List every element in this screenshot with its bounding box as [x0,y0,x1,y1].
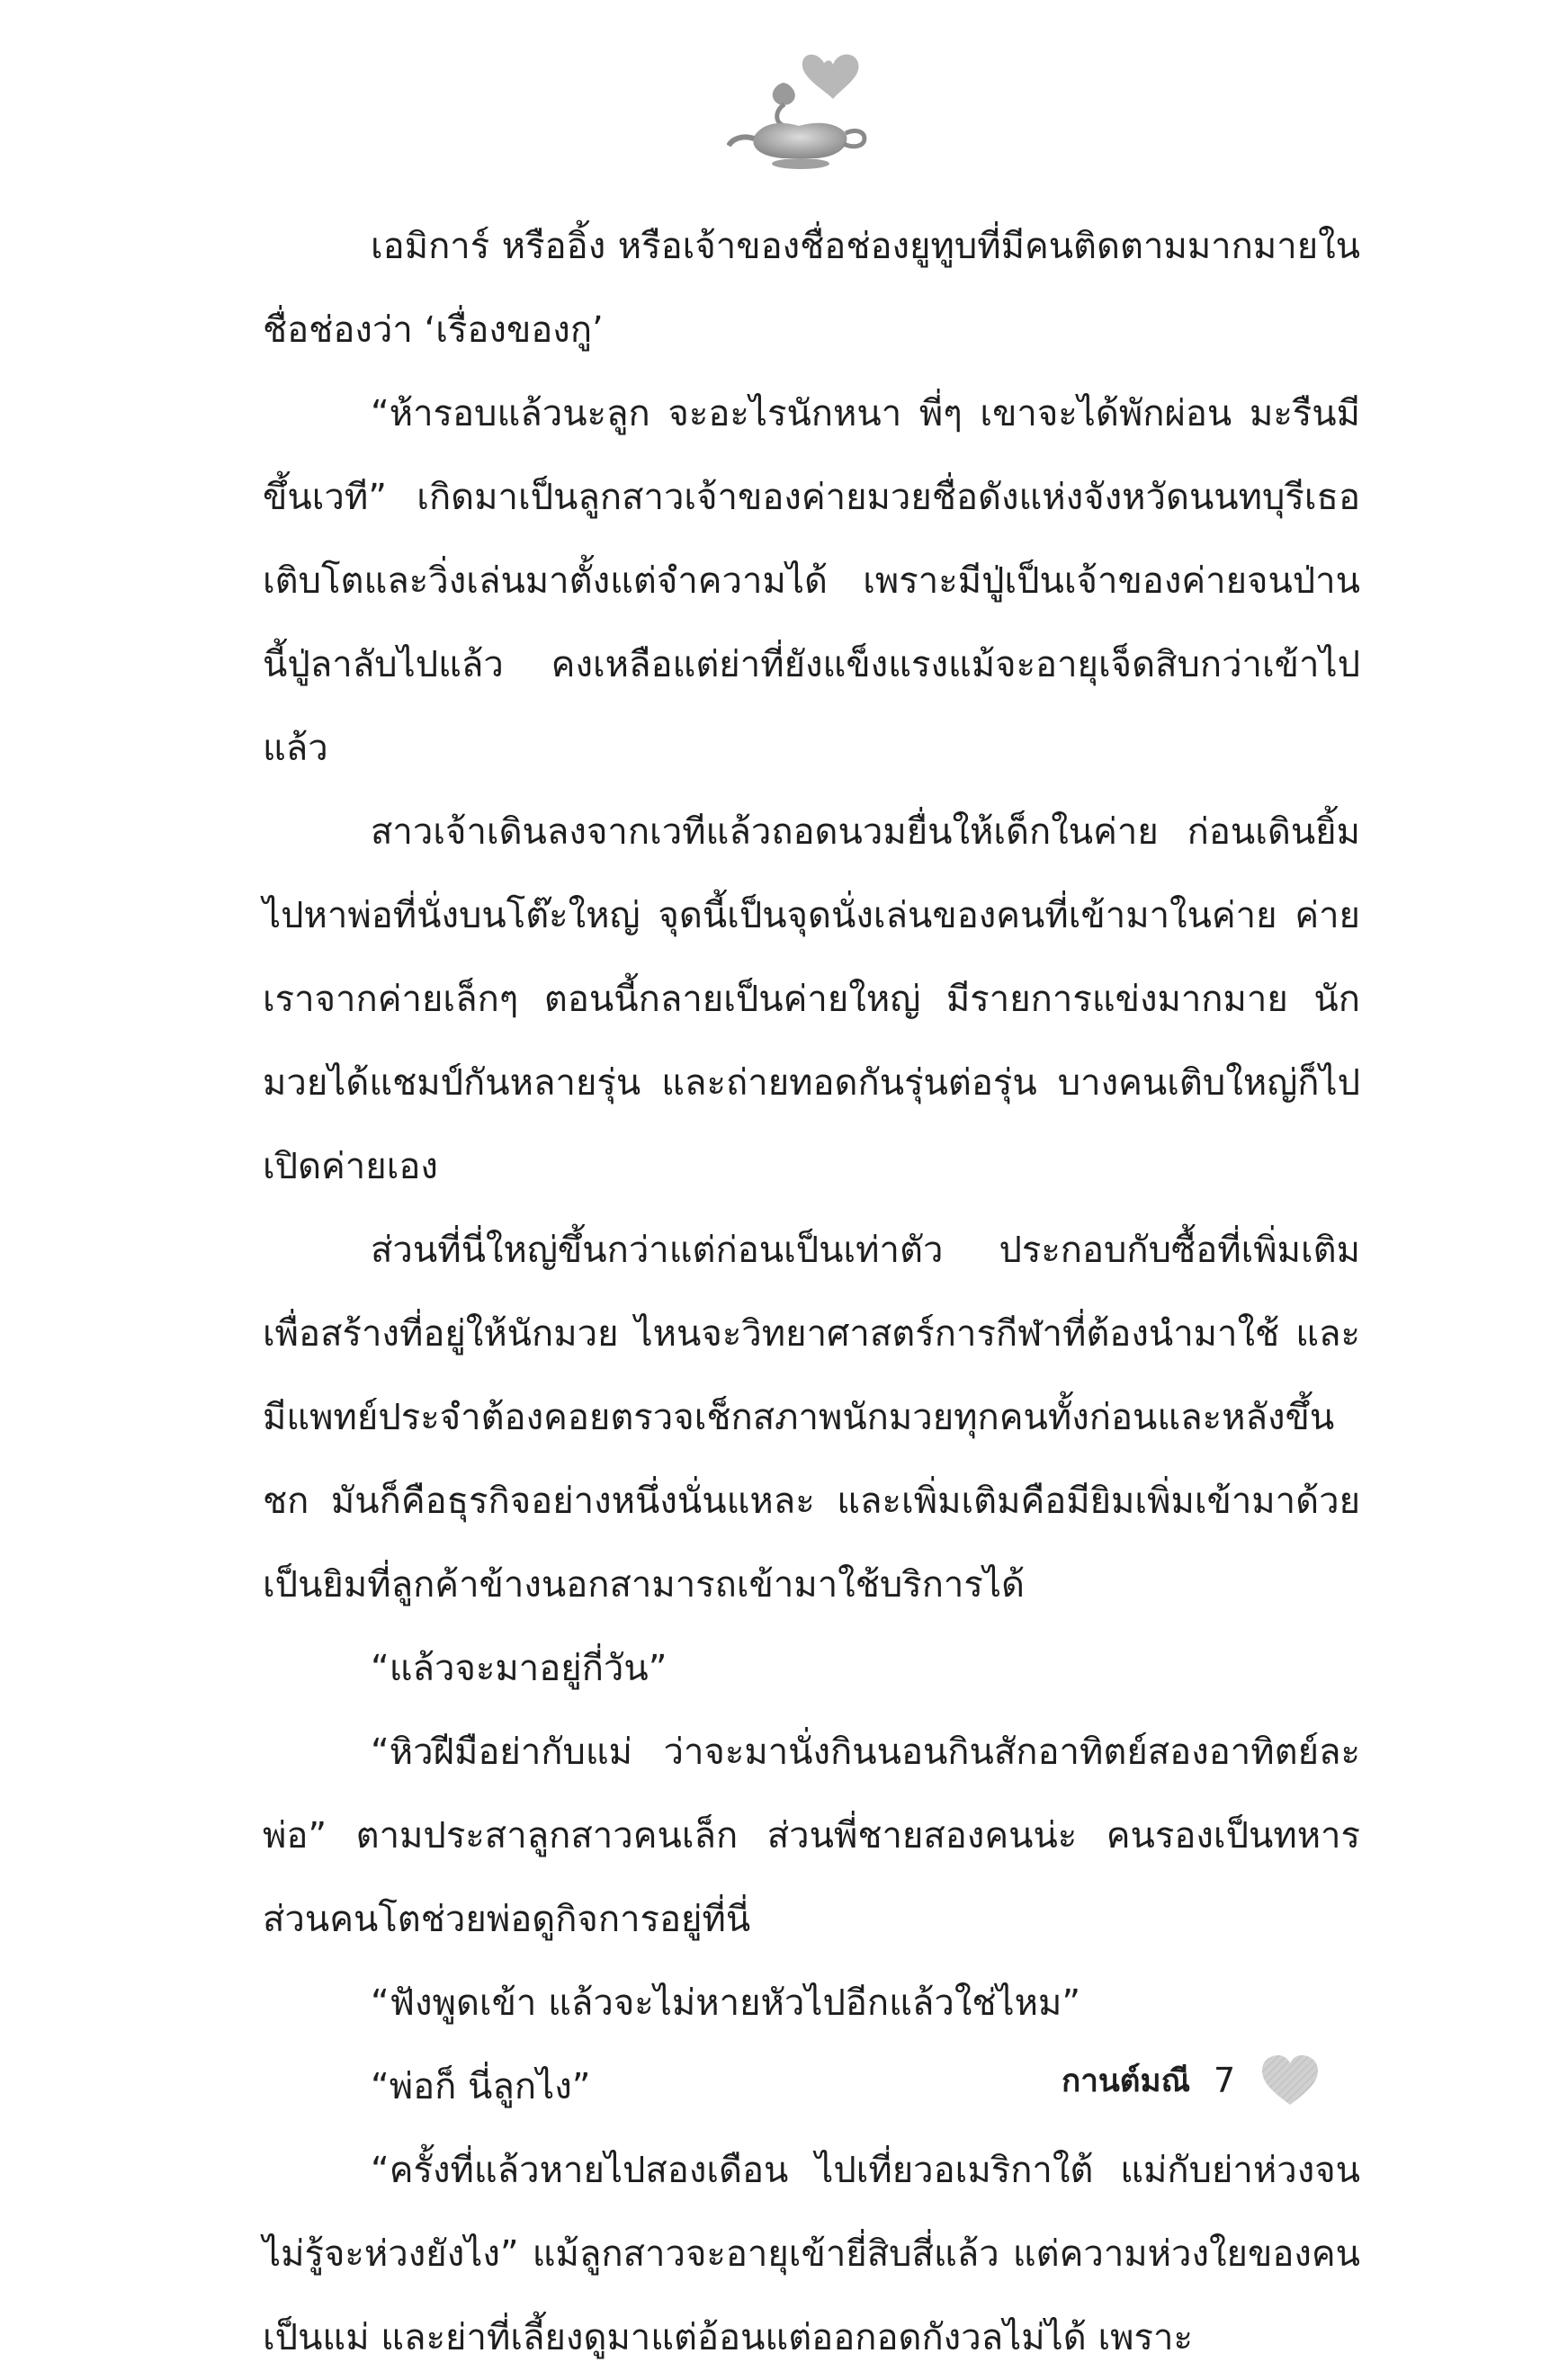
paragraph-9: “ครั้งที่แล้วหายไปสองเดือน ไปเที่ยวอเมริกาใต้ แม่กับย่าห่วงจนไม่รู้จะห่วงยังไง” แม้ลูกสาวจะอายุเข้ายี่สิบสี่แล้ว แต่ความห่วงใยของคนเป็นแม่ และย่าที่เลี้ยงดูมาแต่อ้อนแต่ออกอดกังวลไม่ได้ เพราะ [263,2150,1360,2358]
paragraph-6: “หิวฝีมือย่ากับแม่ ว่าจะมานั่งกินนอนกินสักอาทิตย์สองอาทิตย์ละพ่อ” ตามประสาลูกสาวคนเล็ก ส่วนพี่ชายสองคนน่ะ คนรองเป็นทหาร ส่วนคนโตช่วยพ่อดูกิจการอยู่ที่นี่ [263,1731,1360,1940]
paragraph-3: สาวเจ้าเดินลงจากเวทีแล้วถอดนวมยื่นให้เด็กในค่าย ก่อนเดินยิ้มไปหาพ่อที่นั่งบนโต๊ะใหญ่ จุดนี้เป็นจุดนั่งเล่นของคนที่เข้ามาในค่าย ค่ายเราจากค่ายเล็กๆ ตอนนี้กลายเป็นค่ายใหญ่ มีรายการแข่งมากมาย นักมวยได้แชมป์กันหลายรุ่น และถ่ายทอดกันรุ่นต่อรุ่น บางคนเติบใหญ่ก็ไปเปิดค่ายเอง [263,811,1360,1187]
page-number: 7 [1214,2061,1236,2100]
paragraph-5: “แล้วจะมาอยู่กี่วัน” [371,1648,667,1689]
paragraph-4: ส่วนที่นี่ใหญ่ขึ้นกว่าแต่ก่อนเป็นเท่าตัว ประกอบกับซื้อที่เพิ่มเติมเพื่อสร้างที่อยู่ให้นักมวย ไหนจะวิทยาศาสตร์การกีฬาที่ต้องนำมาใช้ และมีแพทย์ประจำต้องคอยตรวจเช็กสภาพนักมวยทุกคนทั้งก่อนและหลังขึ้นชก มันก็คือธุรกิจอย่างหนึ่งนั่นแหละ และเพิ่มเติมคือมียิมเพิ่มเข้ามาด้วย เป็นยิมที่ลูกค้าข้างนอกสามารถเข้ามาใช้บริการได้ [263,1230,1360,1606]
paragraph-1: เอมิการ์ หรืออิ้ง หรือเจ้าของชื่อช่องยูทูบที่มีคนติดตามมากมายในชื่อช่องว่า ‘เรื่องของกู’ [263,226,1360,351]
genie-lamp-heart-icon [727,47,871,173]
paragraph-7: “ฟังพูดเข้า แล้วจะไม่หายหัวไปอีกแล้วใช่ไหม” [371,1982,1081,2024]
paragraph-2: “ห้ารอบแล้วนะลูก จะอะไรนักหนา พี่ๆ เขาจะได้พักผ่อน มะรืนมีขึ้นเวที” เกิดมาเป็นลูกสาวเจ้าของค่ายมวยชื่อดังแห่งจังหวัดนนทบุรีเธอเติบโตและวิ่งเล่นมาตั้งแต่จำความได้ เพราะมีปู่เป็นเจ้าของค่ายจนป่านนี้ปู่ลาลับไปแล้ว คงเหลือแต่ย่าที่ยังแข็งแรงแม้จะอายุเจ็ดสิบกว่าเข้าไปแล้ว [263,393,1360,769]
book-title: กานต์มณี [1062,2062,1191,2099]
paragraph-8: “พ่อก็ นี่ลูกไง” [371,2066,591,2107]
page-footer [1062,2049,1321,2112]
heart-icon [1259,2053,1321,2108]
